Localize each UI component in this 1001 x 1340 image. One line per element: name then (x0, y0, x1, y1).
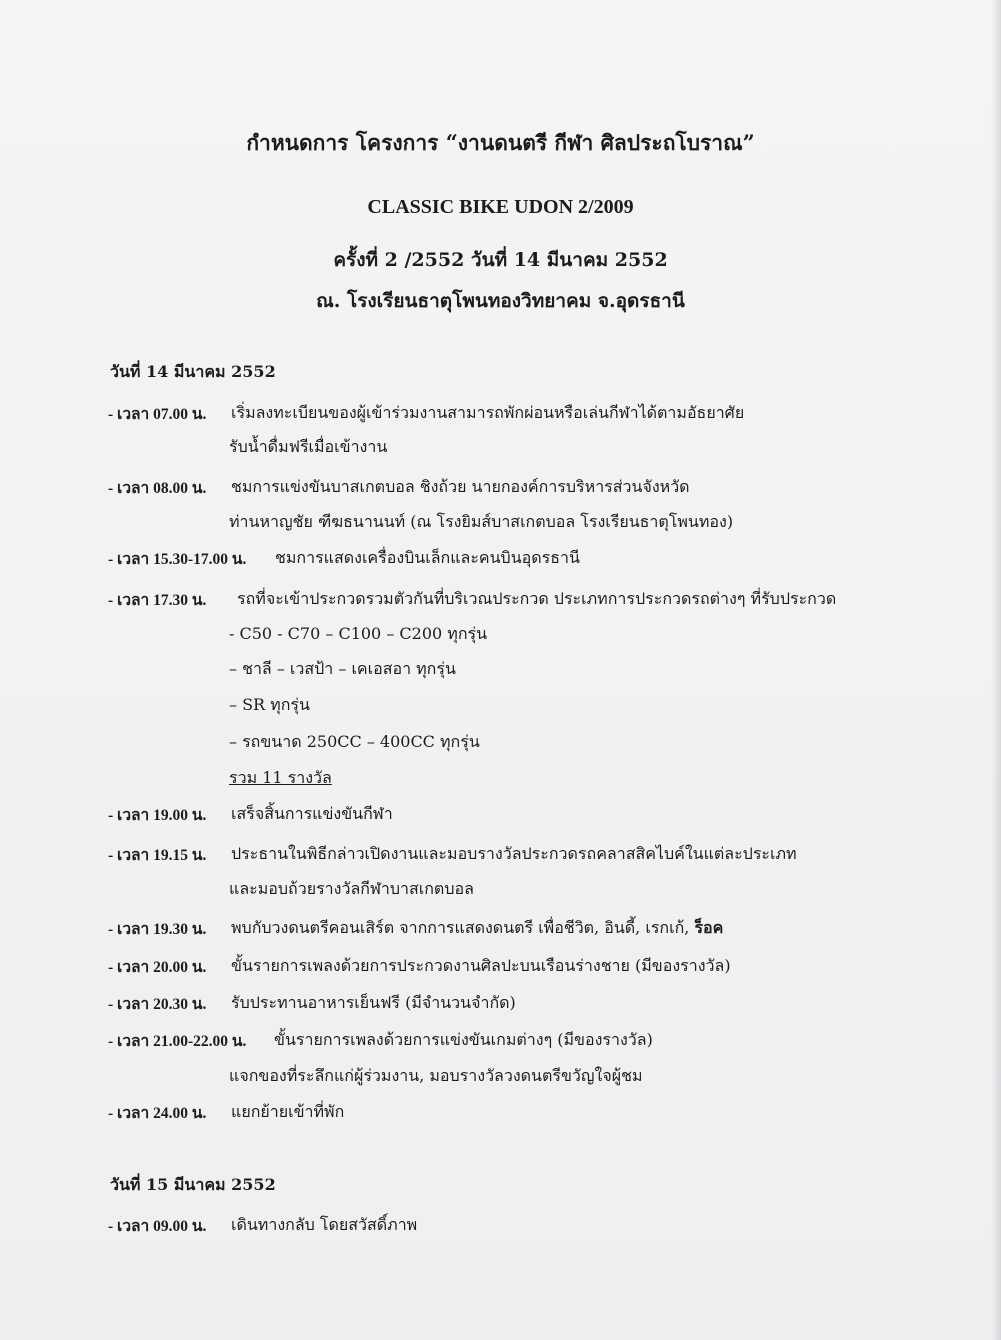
schedule-time: - เวลา 19.30 น. (108, 921, 207, 938)
schedule-desc-bold: ร็อค (694, 918, 724, 937)
schedule-desc-cont: และมอบถ้วยรางวัลกีฬาบาสเกตบอล (229, 879, 474, 898)
schedule-desc: ชมการแสดงเครื่องบินเล็กและคนบินอุดรธานี (275, 548, 580, 567)
schedule-desc: ขั้นรายการเพลงด้วยการแข่งขันเกมต่างๆ (มีของรางวัล) (274, 1030, 653, 1049)
schedule-desc: เสร็จสิ้นการแข่งขันกีฬา (231, 804, 393, 823)
schedule-desc: รถที่จะเข้าประกวดรวมตัวกันที่บริเวณประกวด ประเภทการประกวดรถต่างๆ ที่รับประกวด (237, 589, 837, 608)
event-round-date: ครั้งที่ 2 /2552 วันที่ 14 มีนาคม 2552 (333, 249, 668, 271)
schedule-time: - เวลา 20.00 น. (108, 959, 207, 976)
schedule-desc (231, 916, 723, 941)
category-item: – SR ทุกรุ่น (229, 695, 310, 714)
schedule-desc: ประธานในพิธีกล่าวเปิดงานและมอบรางวัลประกวดรถคลาสสิคไบค์ในแต่ละประเภท (231, 844, 797, 863)
schedule-time: - เวลา 17.30 น. (108, 592, 207, 609)
schedule-time: - เวลา 08.00 น. (108, 480, 207, 497)
schedule-desc-cont: ท่านหาญชัย ฑีฆธนานนท์ (ณ โรงยิมส์บาสเกตบอล โรงเรียนธาตุโพนทอง) (229, 512, 734, 531)
day1-heading: วันที่ 14 มีนาคม 2552 (110, 362, 276, 381)
schedule-time: - เวลา 09.00 น. (108, 1218, 207, 1235)
schedule-time: - เวลา 20.30 น. (108, 996, 207, 1013)
category-item: – ชาลี – เวสป้า – เคเอสอา ทุกรุ่น (229, 659, 456, 678)
schedule-desc: เดินทางกลับ โดยสวัสดิ์ภาพ (231, 1215, 418, 1234)
schedule-desc: แยกย้ายเข้าที่พัก (231, 1102, 345, 1121)
schedule-desc-text: พบกับวงดนตรีคอนเสิร์ต จากการแสดงดนตรี เพื่อชีวิต, อินดี้, เรกเก้, (231, 918, 690, 937)
award-total: รวม 11 รางวัล (229, 768, 332, 787)
schedule-time: - เวลา 21.00-22.00 น. (108, 1033, 247, 1050)
schedule-time: - เวลา 19.00 น. (108, 807, 207, 824)
schedule-time: - เวลา 07.00 น. (108, 406, 207, 423)
category-item: – รถขนาด 250CC – 400CC ทุกรุ่น (229, 732, 480, 751)
schedule-desc: ชมการแข่งขันบาสเกตบอล ชิงถ้วย นายกองค์การบริหารส่วนจังหวัด (231, 477, 690, 496)
category-item: - C50 - C70 – C100 – C200 ทุกรุ่น (229, 624, 488, 643)
schedule-time: - เวลา 24.00 น. (108, 1105, 207, 1122)
schedule-time: - เวลา 15.30-17.00 น. (108, 551, 247, 568)
schedule-desc: เริ่มลงทะเบียนของผู้เข้าร่วมงานสามารถพักผ่อนหรือเล่นกีฬาได้ตามอัธยาศัย (231, 403, 745, 422)
schedule-desc: ขั้นรายการเพลงด้วยการประกวดงานศิลปะบนเรือนร่างชาย (มีของรางวัล) (231, 956, 731, 975)
document-title: กำหนดการ โครงการ “งานดนตรี กีฬา ศิลประถโบราณ” (246, 130, 755, 155)
schedule-time: - เวลา 19.15 น. (108, 847, 207, 864)
event-name: CLASSIC BIKE UDON 2/2009 (367, 196, 634, 218)
schedule-desc-cont: แจกของที่ระลึกแก่ผู้ร่วมงาน, มอบรางวัลวงดนตรีขวัญใจผู้ชม (229, 1066, 643, 1085)
day2-heading: วันที่ 15 มีนาคม 2552 (110, 1175, 276, 1194)
schedule-desc-cont: รับน้ำดื่มฟรีเมื่อเข้างาน (229, 437, 388, 456)
event-venue: ณ. โรงเรียนธาตุโพนทองวิทยาคม จ.อุดรธานี (316, 290, 685, 312)
schedule-desc: รับประทานอาหารเย็นฟรี (มีจำนวนจำกัด) (231, 993, 516, 1012)
